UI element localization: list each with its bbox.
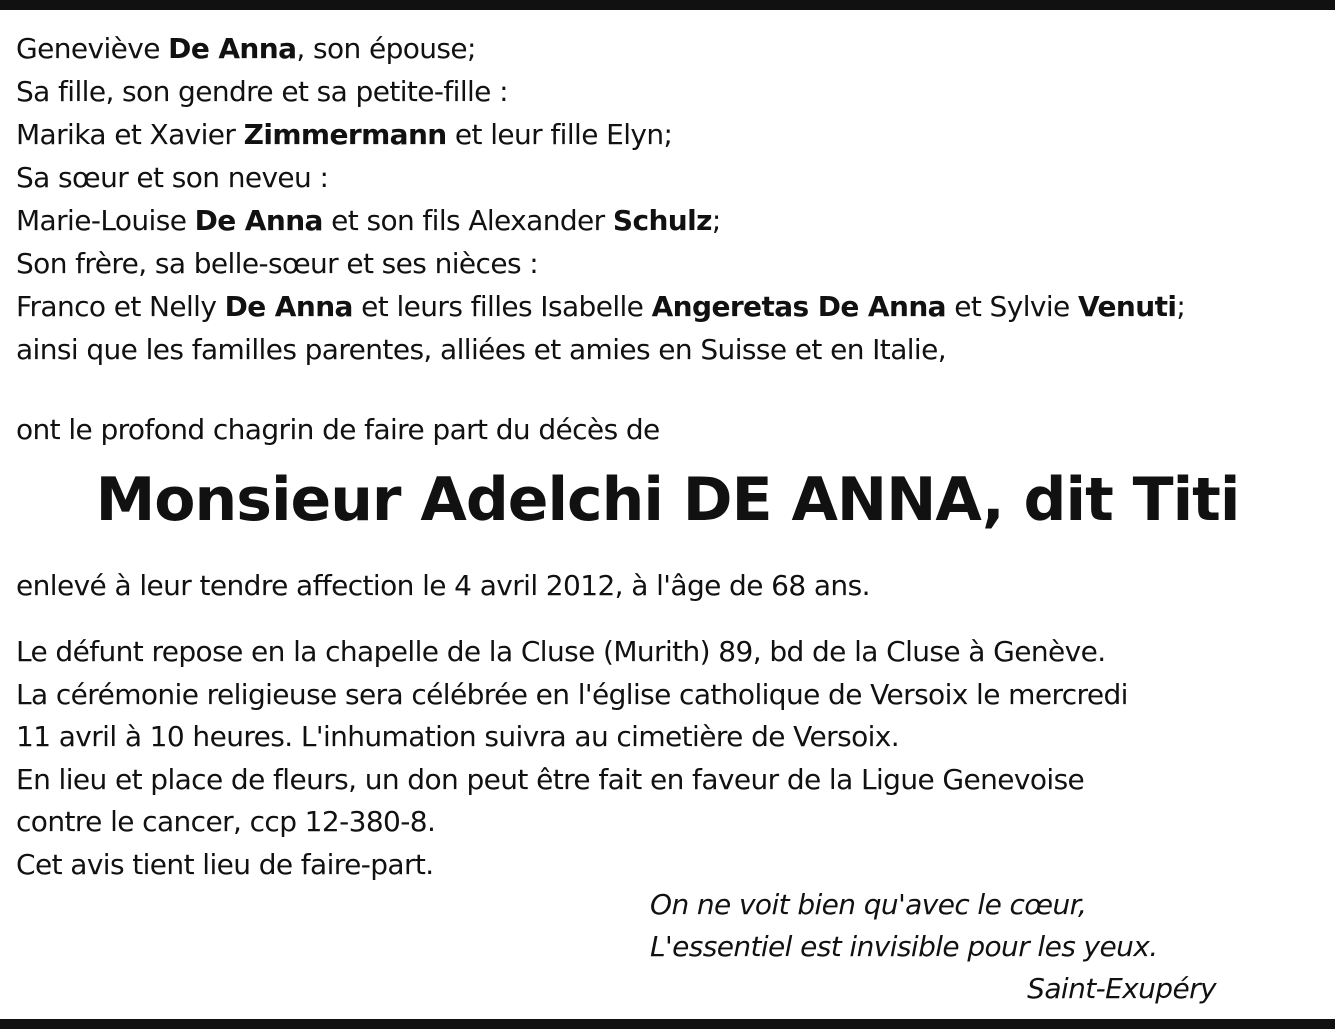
top-border [0, 0, 1335, 10]
family-line-brother-heading: Son frère, sa belle-sœur et ses nièces : [16, 247, 539, 280]
family-line-spouse: Geneviève De Anna, son épouse; [16, 32, 476, 65]
family-line-brother: Franco et Nelly De Anna et leurs filles Isabelle Angeretas De Anna et Sylvie Venuti; [16, 290, 1186, 323]
family-line-daughter: Marika et Xavier Zimmermann et leur fille Elyn; [16, 118, 673, 151]
bottom-border [0, 1019, 1335, 1029]
details-line-ceremony: La cérémonie religieuse sera célébrée en l'église catholique de Versoix le mercredi [16, 677, 1128, 711]
details-line-donation: En lieu et place de fleurs, un don peut être fait en faveur de la Ligue Genevoise [16, 762, 1085, 796]
family-line-sister-heading: Sa sœur et son neveu : [16, 161, 329, 194]
quote-line-1: On ne voit bien qu'avec le cœur, [650, 888, 1087, 921]
family-line-sister: Marie-Louise De Anna et son fils Alexander Schulz; [16, 204, 721, 237]
ceremony-details [16, 631, 1128, 886]
announcement-intro: ont le profond chagrin de faire part du décès de [16, 413, 660, 446]
deceased-name: Monsieur Adelchi DE ANNA, dit Titi [95, 465, 1240, 535]
details-line-donation-account: contre le cancer, ccp 12-380-8. [16, 805, 436, 838]
family-line-daughter-heading: Sa fille, son gendre et sa petite-fille : [16, 75, 508, 108]
details-line-burial: 11 avril à 10 heures. L'inhumation suivra au cimetière de Versoix. [16, 720, 900, 753]
details-line-chapel: Le défunt repose en la chapelle de la Cluse (Murith) 89, bd de la Cluse à Genève. [16, 635, 1106, 668]
family-list [16, 27, 1185, 371]
details-line-notice: Cet avis tient lieu de faire-part. [16, 847, 434, 881]
family-line-relatives: ainsi que les familles parentes, alliées et amies en Suisse et en Italie, [16, 333, 947, 366]
quote-line-2: L'essentiel est invisible pour les yeux. [650, 930, 1158, 963]
death-statement: enlevé à leur tendre affection le 4 avril 2012, à l'âge de 68 ans. [16, 569, 870, 602]
quote-author: Saint-Exupéry [1027, 972, 1216, 1005]
quote-block [650, 884, 1230, 1010]
